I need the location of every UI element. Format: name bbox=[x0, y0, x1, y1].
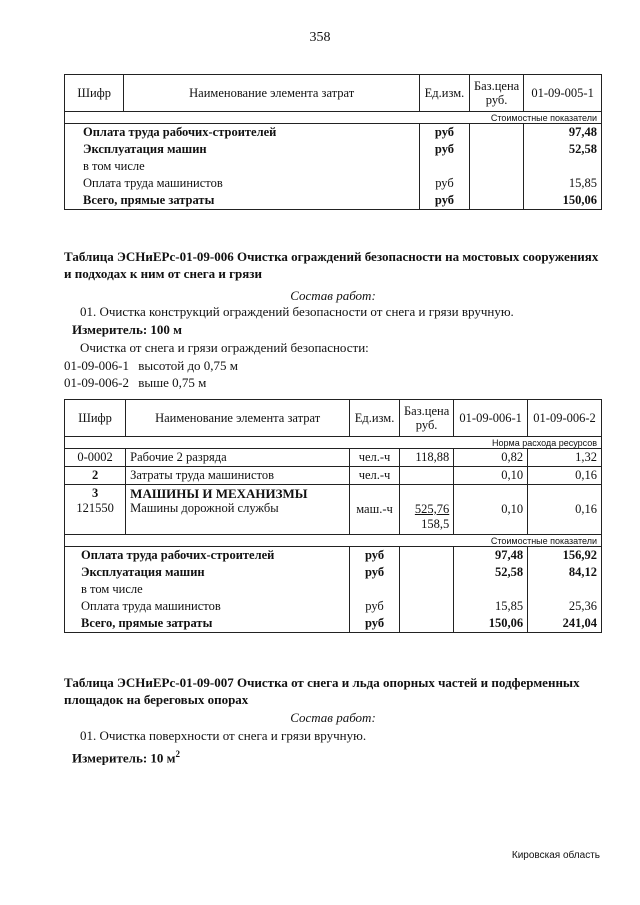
variant-2-desc: выше 0,75 м bbox=[138, 375, 207, 390]
header-name: Наименование элемента затрат bbox=[124, 75, 420, 112]
meter bbox=[72, 746, 180, 766]
header-unit: Ед.изм. bbox=[350, 400, 400, 437]
row-unit: руб bbox=[420, 192, 470, 210]
title-line-1: Таблица ЭСНиЕРс-01-09-007 Очистка от снега и льда опорных частей и подферменных bbox=[64, 675, 580, 690]
header-code: Шифр bbox=[65, 75, 124, 112]
row-value: 15,85 bbox=[524, 175, 602, 192]
row-value-1: 0,10 bbox=[454, 467, 528, 485]
row-unit: маш.-ч bbox=[350, 485, 400, 535]
row-price bbox=[399, 467, 453, 485]
group-name: МАШИНЫ И МЕХАНИЗМЫ bbox=[130, 486, 308, 501]
row-unit: руб bbox=[420, 124, 470, 142]
work-item: 01. Очистка конструкций ограждений безопасности от снега и грязи вручную. bbox=[80, 304, 514, 319]
footer-region: Кировская область bbox=[511, 850, 600, 861]
header-col-005-1: 01-09-005-1 bbox=[524, 75, 602, 112]
row-value-1: 0,10 bbox=[454, 485, 528, 535]
table-row bbox=[65, 192, 602, 210]
cost-label-row bbox=[65, 112, 602, 124]
row-value-2: 1,32 bbox=[528, 449, 602, 467]
cost-table-01-09-005 bbox=[64, 74, 602, 210]
row-value-2: 241,04 bbox=[528, 615, 602, 633]
composition-heading: Состав работ: bbox=[290, 710, 376, 725]
subtable-intro: Очистка от снега и грязи ограждений безопасности: bbox=[80, 340, 369, 355]
row-value-2: 156,92 bbox=[528, 547, 602, 565]
row-name: Оплата труда машинистов bbox=[81, 599, 221, 613]
table-row bbox=[65, 615, 602, 633]
row-value-1: 52,58 bbox=[454, 564, 528, 581]
cost-indicators-label: Стоимостные показатели bbox=[65, 535, 602, 547]
row-name: Оплата труда рабочих-строителей bbox=[83, 125, 277, 139]
norm-label: Норма расхода ресурсов bbox=[65, 437, 602, 449]
header-code: Шифр bbox=[65, 400, 126, 437]
table-row bbox=[65, 581, 602, 598]
page-number: 358 bbox=[309, 30, 331, 45]
row-unit: руб bbox=[350, 598, 400, 615]
row-value: 97,48 bbox=[524, 124, 602, 142]
meter: Измеритель: 100 м bbox=[72, 322, 183, 337]
row-value-2: 25,36 bbox=[528, 598, 602, 615]
table-row bbox=[65, 598, 602, 615]
row-value-1: 15,85 bbox=[454, 598, 528, 615]
row-name: Эксплуатация машин bbox=[83, 142, 207, 156]
row-unit: руб bbox=[350, 547, 400, 565]
row-value: 52,58 bbox=[524, 141, 602, 158]
row-unit: руб bbox=[420, 141, 470, 158]
row-value-2: 84,12 bbox=[528, 564, 602, 581]
meter-superscript: 2 bbox=[175, 749, 181, 759]
table-title-01-09-006 bbox=[64, 248, 624, 282]
row-value-2: 0,16 bbox=[528, 485, 602, 535]
header-name: Наименование элемента затрат bbox=[126, 400, 350, 437]
row-unit: чел.-ч bbox=[350, 449, 400, 467]
row-code: 121550 bbox=[76, 501, 114, 515]
row-unit: чел.-ч bbox=[350, 467, 400, 485]
row-unit: руб bbox=[420, 175, 470, 192]
row-value-1: 97,48 bbox=[454, 547, 528, 565]
meter-text: Измеритель: 10 м bbox=[72, 750, 176, 766]
row-value: 150,06 bbox=[524, 192, 602, 210]
row-name: Всего, прямые затраты bbox=[81, 616, 213, 630]
row-value-1: 0,82 bbox=[454, 449, 528, 467]
row-price-2: 158,5 bbox=[421, 517, 450, 531]
row-name: в том числе bbox=[83, 159, 145, 173]
row-unit: руб bbox=[350, 615, 400, 633]
table-row bbox=[65, 175, 602, 192]
header-col-006-1: 01-09-006-1 bbox=[454, 400, 528, 437]
table-row bbox=[65, 158, 602, 175]
row-name: Оплата труда рабочих-строителей bbox=[81, 548, 275, 562]
row-name: Эксплуатация машин bbox=[81, 565, 205, 579]
row-name: Рабочие 2 разряда bbox=[126, 449, 350, 467]
table-row bbox=[65, 467, 602, 485]
row-name: Машины дорожной службы bbox=[130, 501, 279, 515]
norm-label-row bbox=[65, 437, 602, 449]
title-line-1: Таблица ЭСНиЕРс-01-09-006 Очистка ограждений безопасности на мостовых сооружениях bbox=[64, 249, 599, 264]
work-item: 01. Очистка поверхности от снега и грязи вручную. bbox=[80, 728, 367, 743]
header-unit: Ед.изм. bbox=[420, 75, 470, 112]
title-line-2: площадок на береговых опорах bbox=[64, 692, 249, 707]
table-row-group bbox=[65, 485, 602, 535]
variant-1-code: 01-09-006-1 bbox=[64, 358, 129, 373]
title-line-2: и подходах к ним от снега и грязи bbox=[64, 266, 262, 281]
row-price: 118,88 bbox=[399, 449, 453, 467]
variant-2-code: 01-09-006-2 bbox=[64, 375, 129, 390]
variant-1 bbox=[64, 357, 238, 374]
header-base-price: Баз.цена руб. bbox=[469, 75, 523, 112]
row-unit: руб bbox=[350, 564, 400, 581]
header-col-006-2: 01-09-006-2 bbox=[528, 400, 602, 437]
row-name: Оплата труда машинистов bbox=[83, 176, 223, 190]
table-header-row bbox=[65, 75, 602, 112]
row-name: Всего, прямые затраты bbox=[83, 193, 215, 207]
row-code: 0-0002 bbox=[65, 449, 126, 467]
composition-heading: Состав работ: bbox=[290, 288, 376, 303]
cost-indicators-label: Стоимостные показатели bbox=[65, 112, 602, 124]
table-row bbox=[65, 547, 602, 565]
table-header-row bbox=[65, 400, 602, 437]
variant-1-desc: высотой до 0,75 м bbox=[138, 358, 239, 373]
row-value-2: 0,16 bbox=[528, 467, 602, 485]
row-price: 525,76 bbox=[414, 502, 450, 516]
cost-label-row bbox=[65, 535, 602, 547]
variant-2 bbox=[64, 374, 206, 391]
row-name: в том числе bbox=[81, 582, 143, 596]
table-row bbox=[65, 564, 602, 581]
table-title-01-09-007 bbox=[64, 674, 624, 708]
header-base-price: Баз.цена руб. bbox=[399, 400, 453, 437]
table-row bbox=[65, 141, 602, 158]
row-code: 2 bbox=[65, 467, 126, 485]
cost-table-01-09-006 bbox=[64, 399, 602, 633]
group-code: 3 bbox=[91, 486, 99, 500]
table-row bbox=[65, 124, 602, 142]
row-name: Затраты труда машинистов bbox=[126, 467, 350, 485]
row-value-1: 150,06 bbox=[454, 615, 528, 633]
table-row bbox=[65, 449, 602, 467]
